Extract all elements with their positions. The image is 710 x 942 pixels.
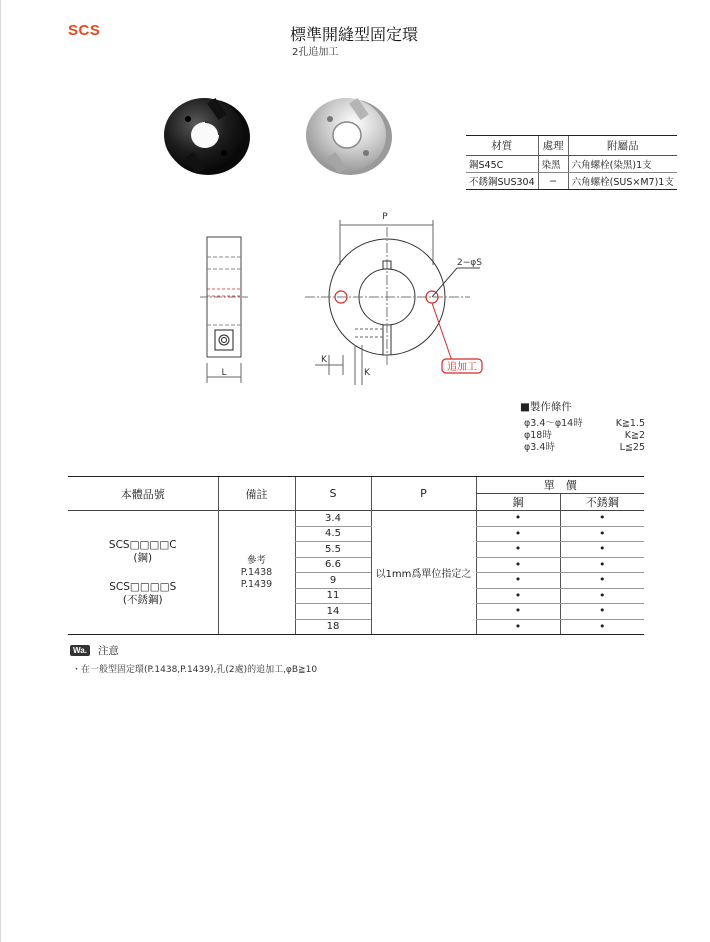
black-collar-photo [160, 95, 252, 177]
condition-row [520, 430, 645, 442]
model-stainless: SCS□□□□S [109, 580, 177, 593]
note-line: 參考 [246, 554, 266, 566]
model-cell [68, 511, 218, 635]
table-row [68, 511, 644, 527]
notice-heading [70, 643, 119, 658]
condition-range: φ3.4〜φ14時 [524, 418, 583, 429]
steel-price-cell: • [476, 526, 560, 542]
note-cell [218, 511, 295, 635]
accessory-header: 附屬品 [568, 136, 677, 156]
dim-l: L [221, 368, 227, 378]
s-header: S [295, 477, 371, 511]
steel-price-cell: • [476, 542, 560, 558]
page-title: 標準開縫型固定環 [290, 25, 419, 44]
condition-row [520, 442, 645, 454]
treatment-cell: − [538, 173, 568, 190]
model-header: 本體品號 [68, 477, 218, 511]
notice-title: 注意 [97, 645, 119, 657]
dim-p: P [382, 212, 388, 222]
model-steel: SCS□□□□C [108, 538, 177, 551]
stainless-price-cell: • [560, 604, 644, 620]
spec-table [68, 476, 644, 635]
note-line: P.1439 [240, 578, 273, 590]
p-header: P [371, 477, 476, 511]
s-cell: 4.5 [295, 526, 371, 542]
condition-value: K≧1.5 [615, 418, 645, 429]
stainless-price-cell: • [560, 619, 644, 635]
material-table [466, 135, 677, 190]
condition-row [520, 418, 645, 430]
p-cell: 以1mm爲單位指定之 [371, 511, 476, 635]
dim-k-left: K [321, 355, 327, 365]
manufacturing-conditions [520, 399, 645, 454]
stainless-price-cell: • [560, 542, 644, 558]
material-cell: 不銹鋼SUS304 [466, 173, 538, 190]
conditions-title: ■製作條件 [520, 401, 572, 413]
s-cell: 6.6 [295, 557, 371, 573]
technical-drawing [195, 205, 495, 385]
price-header: 單 價 [476, 477, 644, 494]
dim-s: 2−φS [457, 258, 482, 268]
stainless-price-cell: • [560, 526, 644, 542]
s-cell: 11 [295, 588, 371, 604]
steel-price-cell: • [476, 511, 560, 527]
condition-value: K≧2 [624, 430, 645, 441]
table-row [466, 156, 677, 173]
condition-range: φ18時 [524, 430, 552, 441]
stainless-collar-photo [302, 95, 394, 177]
steel-price-cell: • [476, 619, 560, 635]
condition-range: φ3.4時 [524, 442, 555, 453]
s-cell: 14 [295, 604, 371, 620]
stainless-price-cell: • [560, 557, 644, 573]
stainless-price-cell: • [560, 573, 644, 589]
condition-value: L≦25 [619, 442, 645, 453]
stainless-price-cell: • [560, 588, 644, 604]
table-row [466, 173, 677, 190]
steel-price-cell: • [476, 557, 560, 573]
rework-callout: 追加工 [447, 362, 477, 373]
steel-price-cell: • [476, 604, 560, 620]
stainless-header: 不銹鋼 [560, 494, 644, 511]
notice-text: ・在一般型固定環(P.1438,P.1439),孔(2處)的追加工,φB≧10 [72, 665, 318, 675]
material-cell: 鋼S45C [466, 156, 538, 173]
treatment-cell: 染黑 [538, 156, 568, 173]
model-steel-sub: (鋼) [133, 551, 153, 564]
treatment-header: 處理 [538, 136, 568, 156]
material-header: 材質 [466, 136, 538, 156]
s-cell: 18 [295, 619, 371, 635]
note-header: 備註 [218, 477, 295, 511]
s-cell: 9 [295, 573, 371, 589]
accessory-cell: 六角螺栓(SUS×M7)1支 [568, 173, 677, 190]
steel-header: 鋼 [476, 494, 560, 511]
steel-price-cell: • [476, 588, 560, 604]
steel-price-cell: • [476, 573, 560, 589]
page-subtitle: 2孔追加工 [292, 47, 339, 58]
model-stainless-sub: (不銹鋼) [122, 593, 163, 606]
s-cell: 3.4 [295, 511, 371, 527]
stainless-price-cell: • [560, 511, 644, 527]
s-cell: 5.5 [295, 542, 371, 558]
note-line: P.1438 [240, 566, 273, 578]
accessory-cell: 六角螺栓(染黑)1支 [568, 156, 677, 173]
dim-k-right: K [364, 368, 370, 378]
notice-badge: Wa. [70, 645, 90, 656]
product-code: SCS [68, 22, 101, 39]
